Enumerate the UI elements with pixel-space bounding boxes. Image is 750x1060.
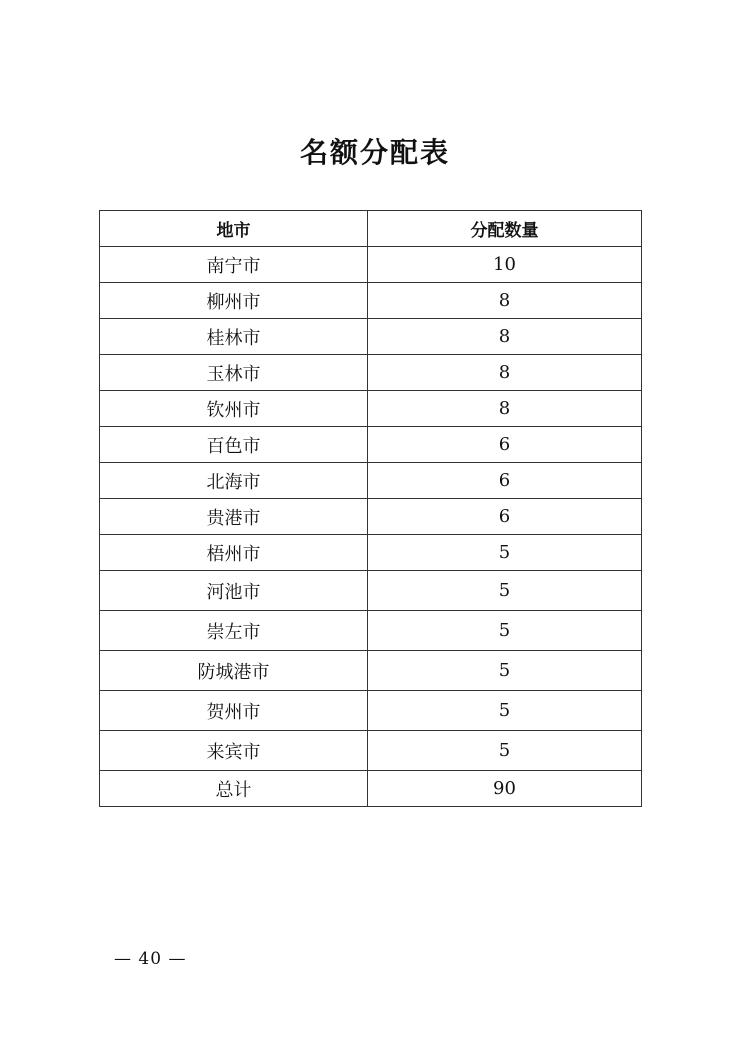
city-cell: 桂林市	[100, 319, 368, 355]
city-cell: 百色市	[100, 427, 368, 463]
city-cell: 崇左市	[100, 611, 368, 651]
count-cell: 8	[368, 319, 642, 355]
table-row	[100, 283, 642, 319]
table-row	[100, 571, 642, 611]
count-cell: 6	[368, 463, 642, 499]
table-row	[100, 427, 642, 463]
count-cell: 8	[368, 283, 642, 319]
city-cell: 钦州市	[100, 391, 368, 427]
city-cell: 柳州市	[100, 283, 368, 319]
count-cell: 6	[368, 427, 642, 463]
table-row	[100, 355, 642, 391]
count-cell: 6	[368, 499, 642, 535]
page-number: — 40 —	[114, 949, 187, 969]
quota-table	[99, 210, 642, 807]
city-cell: 河池市	[100, 571, 368, 611]
total-row	[100, 771, 642, 807]
count-cell: 5	[368, 691, 642, 731]
table-row	[100, 535, 642, 571]
table-row	[100, 247, 642, 283]
header-city: 地市	[100, 211, 368, 247]
header-count: 分配数量	[368, 211, 642, 247]
table-row	[100, 731, 642, 771]
table-row	[100, 499, 642, 535]
city-cell: 梧州市	[100, 535, 368, 571]
table-row	[100, 463, 642, 499]
table-row	[100, 391, 642, 427]
count-cell: 5	[368, 571, 642, 611]
city-cell: 玉林市	[100, 355, 368, 391]
count-cell: 5	[368, 731, 642, 771]
city-cell: 北海市	[100, 463, 368, 499]
table-header-row	[100, 211, 642, 247]
city-cell: 来宾市	[100, 731, 368, 771]
city-cell: 防城港市	[100, 651, 368, 691]
count-cell: 8	[368, 391, 642, 427]
table-row	[100, 611, 642, 651]
city-cell: 贵港市	[100, 499, 368, 535]
table-row	[100, 319, 642, 355]
table-row	[100, 651, 642, 691]
city-cell: 南宁市	[100, 247, 368, 283]
total-count: 90	[368, 771, 642, 807]
total-label: 总计	[100, 771, 368, 807]
city-cell: 贺州市	[100, 691, 368, 731]
count-cell: 10	[368, 247, 642, 283]
page-title: 名额分配表	[299, 136, 450, 169]
table-row	[100, 691, 642, 731]
count-cell: 5	[368, 651, 642, 691]
count-cell: 8	[368, 355, 642, 391]
count-cell: 5	[368, 611, 642, 651]
count-cell: 5	[368, 535, 642, 571]
